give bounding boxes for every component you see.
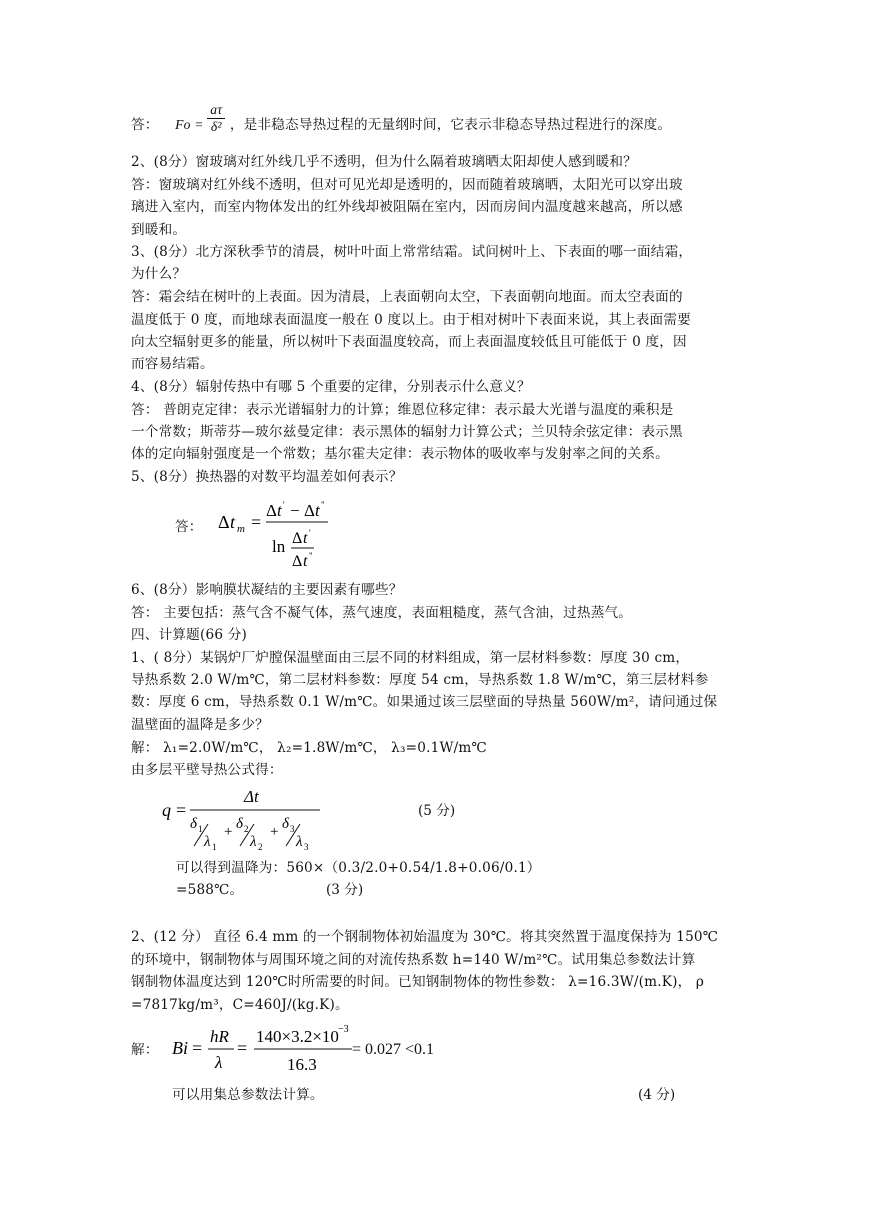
svg-text:Bi: Bi: [172, 1038, 188, 1058]
svg-text:=: =: [251, 512, 262, 532]
biot-result: = 0.027 <0.1: [352, 1041, 435, 1058]
svg-text:': ': [309, 528, 311, 538]
calc-1-score-1: (5 分): [418, 803, 456, 819]
svg-text:Δ: Δ: [292, 530, 303, 547]
svg-text:2: 2: [244, 824, 249, 834]
svg-text:λ: λ: [296, 834, 303, 850]
answer-3-line-2: 温度低于 0 度，而地球表面温度一般在 0 度以上。由于相对树叶下表面来说，其上表面需要: [131, 312, 691, 328]
calc-2-line-1: 2、(12 分） 直径 6.4 mm 的一个钢制物体初始温度为 30℃。将其突然置于温度保持为 150℃: [131, 929, 719, 945]
svg-text:+: +: [224, 824, 233, 840]
answer-2-line-1: 答：窗玻璃对红外线不透明，但对可见光却是透明的，因而随着玻璃晒，太阳光可以穿出玻: [131, 177, 683, 193]
fo-fraction: $\frac{a\tau}{\text{δ²}}$: [207, 102, 225, 135]
svg-text:": ": [321, 500, 325, 510]
svg-text:1: 1: [198, 824, 203, 834]
answer-4-line-3: 体的定向辐射强度是一个常数；基尔霍夫定律：表示物体的吸收率与发射率之间的关系。: [131, 446, 669, 462]
calc-1-line-4: 温壁面的温降是多少？: [131, 717, 269, 733]
calc-1-score-2: (3 分): [326, 882, 364, 898]
multilayer-formula: [160, 784, 340, 854]
answer-3-line-1: 答：霜会结在树叶的上表面。因为清晨，上表面朝向太空，下表面朝向地面。而太空表面的: [131, 289, 683, 305]
svg-text:t: t: [303, 553, 308, 570]
calc-2-line-3: 钢制物体温度达到 120℃时所需要的时间。已知钢制物体的物性参数： λ=16.3W/(m.K)， ρ: [131, 974, 705, 990]
answer-4-line-1: 答： 普朗克定律：表示光谱辐射力的计算；维恩位移定律：表示最大光谱与温度的乘积是: [131, 402, 674, 418]
fo-description: ，是非稳态导热过程的无量纲时间，它表示非稳态导热过程进行的深度。: [229, 117, 672, 133]
answer-fo-line: 答： Fo = $\frac{a\tau}{\text{δ²}}$ ，是非稳态导热过程的无量纲时间，它表示非稳态导热过程进行的深度。: [131, 102, 672, 134]
calc-1-solution: 解： λ₁=2.0W/m℃， λ₂=1.8W/m℃， λ₃=0.1W/m℃: [131, 740, 487, 756]
answer-6: 答： 主要包括：蒸气含不凝气体，蒸气速度，表面粗糙度，蒸气含油，过热蒸气。: [131, 605, 633, 621]
answer-3-line-4: 而容易结霜。: [131, 356, 214, 372]
svg-text:Δt: Δt: [244, 787, 259, 806]
answer-2-line-3: 到暖和。: [131, 222, 187, 238]
fo-symbol: Fo: [175, 117, 191, 132]
svg-text:2: 2: [258, 842, 263, 852]
svg-text:δ: δ: [190, 816, 197, 832]
calc-1-line-3: 数：厚度 6 cm，导热系数 0.1 W/m℃。如果通过该三层壁面的导热量 560W/m²，请问通过保: [131, 694, 718, 710]
question-3-line-1: 3、(8分）北方深秋季节的清晨，树叶叶面上常常结霜。试问树叶上、下表面的哪一面结霜，: [131, 244, 693, 260]
question-2: 2、(8分）窗玻璃对红外线几乎不透明，但为什么隔着玻璃晒太阳却使人感到暖和？: [131, 154, 637, 170]
svg-text:q: q: [162, 800, 171, 820]
calc-2-score: (4 分): [638, 1087, 676, 1103]
svg-text:λ: λ: [204, 834, 211, 850]
question-6: 6、(8分）影响膜状凝结的主要因素有哪些？: [131, 582, 403, 598]
svg-text:=: =: [237, 1038, 248, 1058]
question-5: 5、(8分）换热器的对数平均温差如何表示？: [131, 469, 403, 485]
svg-text:t: t: [303, 530, 308, 547]
calc-1-line-1: 1、( 8分）某锅炉厂炉膛保温壁面由三层不同的材料组成，第一层材料参数：厚度 30 cm，: [131, 650, 690, 666]
svg-text:1: 1: [212, 842, 217, 852]
svg-text:Δ: Δ: [292, 553, 303, 570]
svg-text:t: t: [277, 501, 282, 520]
lmtd-formula: [214, 496, 344, 576]
calc-2-line-2: 的环境中，钢制物体与周围环境之间的对流传热系数 h=140 W/m²℃。试用集总参数法计算: [131, 952, 696, 968]
svg-text:=: =: [176, 800, 187, 820]
calc-1-result-1: 可以得到温降为：560×（0.3/2.0+0.54/1.8+0.06/0.1）: [176, 860, 541, 876]
svg-text:Δ: Δ: [266, 501, 277, 520]
svg-text:t: t: [230, 512, 236, 532]
biot-formula: [170, 1022, 360, 1078]
svg-text:t: t: [315, 501, 320, 520]
question-3-line-2: 为什么？: [131, 266, 187, 282]
svg-text:': ': [283, 500, 285, 510]
svg-text:16.3: 16.3: [287, 1055, 317, 1074]
calc-2-line-4: =7817kg/m³，C=460J/(kg.K)。: [131, 997, 349, 1013]
svg-text:λ: λ: [215, 1053, 223, 1072]
answer-prefix: 答：: [131, 117, 159, 133]
svg-text:δ: δ: [236, 816, 243, 832]
answer-5-prefix: 答：: [175, 519, 203, 535]
svg-text:hR: hR: [210, 1027, 229, 1046]
svg-text:ln: ln: [272, 537, 286, 556]
svg-text:=: =: [192, 1038, 203, 1058]
calc-2-conclusion: 可以用集总参数法计算。: [172, 1087, 324, 1103]
svg-text:−: −: [290, 501, 300, 520]
svg-text:140×3.2×10: 140×3.2×10: [256, 1027, 339, 1046]
calc-1-line-2: 导热系数 2.0 W/m℃，第二层材料参数：厚度 54 cm，导热系数 1.8 W/m℃，第三层材料参: [131, 672, 709, 688]
svg-text:δ: δ: [282, 816, 289, 832]
answer-4-line-2: 一个常数；斯蒂芬—玻尔兹曼定律：表示黑体的辐射力计算公式；兰贝特余弦定律：表示黑: [131, 424, 683, 440]
svg-text:": ": [309, 551, 313, 561]
svg-text:+: +: [270, 824, 279, 840]
question-4: 4、(8分）辐射传热中有哪 5 个重要的定律，分别表示什么意义？: [131, 379, 531, 395]
svg-text:Δ: Δ: [218, 512, 230, 532]
calc-1-formula-intro: 由多层平壁导热公式得：: [131, 762, 283, 778]
svg-text:Δ: Δ: [304, 501, 315, 520]
svg-text:3: 3: [304, 842, 309, 852]
answer-2-line-2: 璃进入室内，而室内物体发出的红外线却被阻隔在室内，因而房间内温度越来越高，所以感: [131, 199, 683, 215]
calc-1-result-2: =588℃。: [176, 882, 244, 898]
calc-2-solution-prefix: 解：: [131, 1042, 159, 1058]
svg-text:−3: −3: [338, 1024, 349, 1035]
svg-text:m: m: [237, 523, 245, 535]
svg-text:λ: λ: [250, 834, 257, 850]
section-4-heading: 四、计算题(66 分): [131, 627, 247, 643]
answer-3-line-3: 向太空辐射更多的能量，所以树叶下表面温度较高，而上表面温度较低且可能低于 0 度，因: [131, 334, 687, 350]
svg-text:3: 3: [290, 824, 295, 834]
